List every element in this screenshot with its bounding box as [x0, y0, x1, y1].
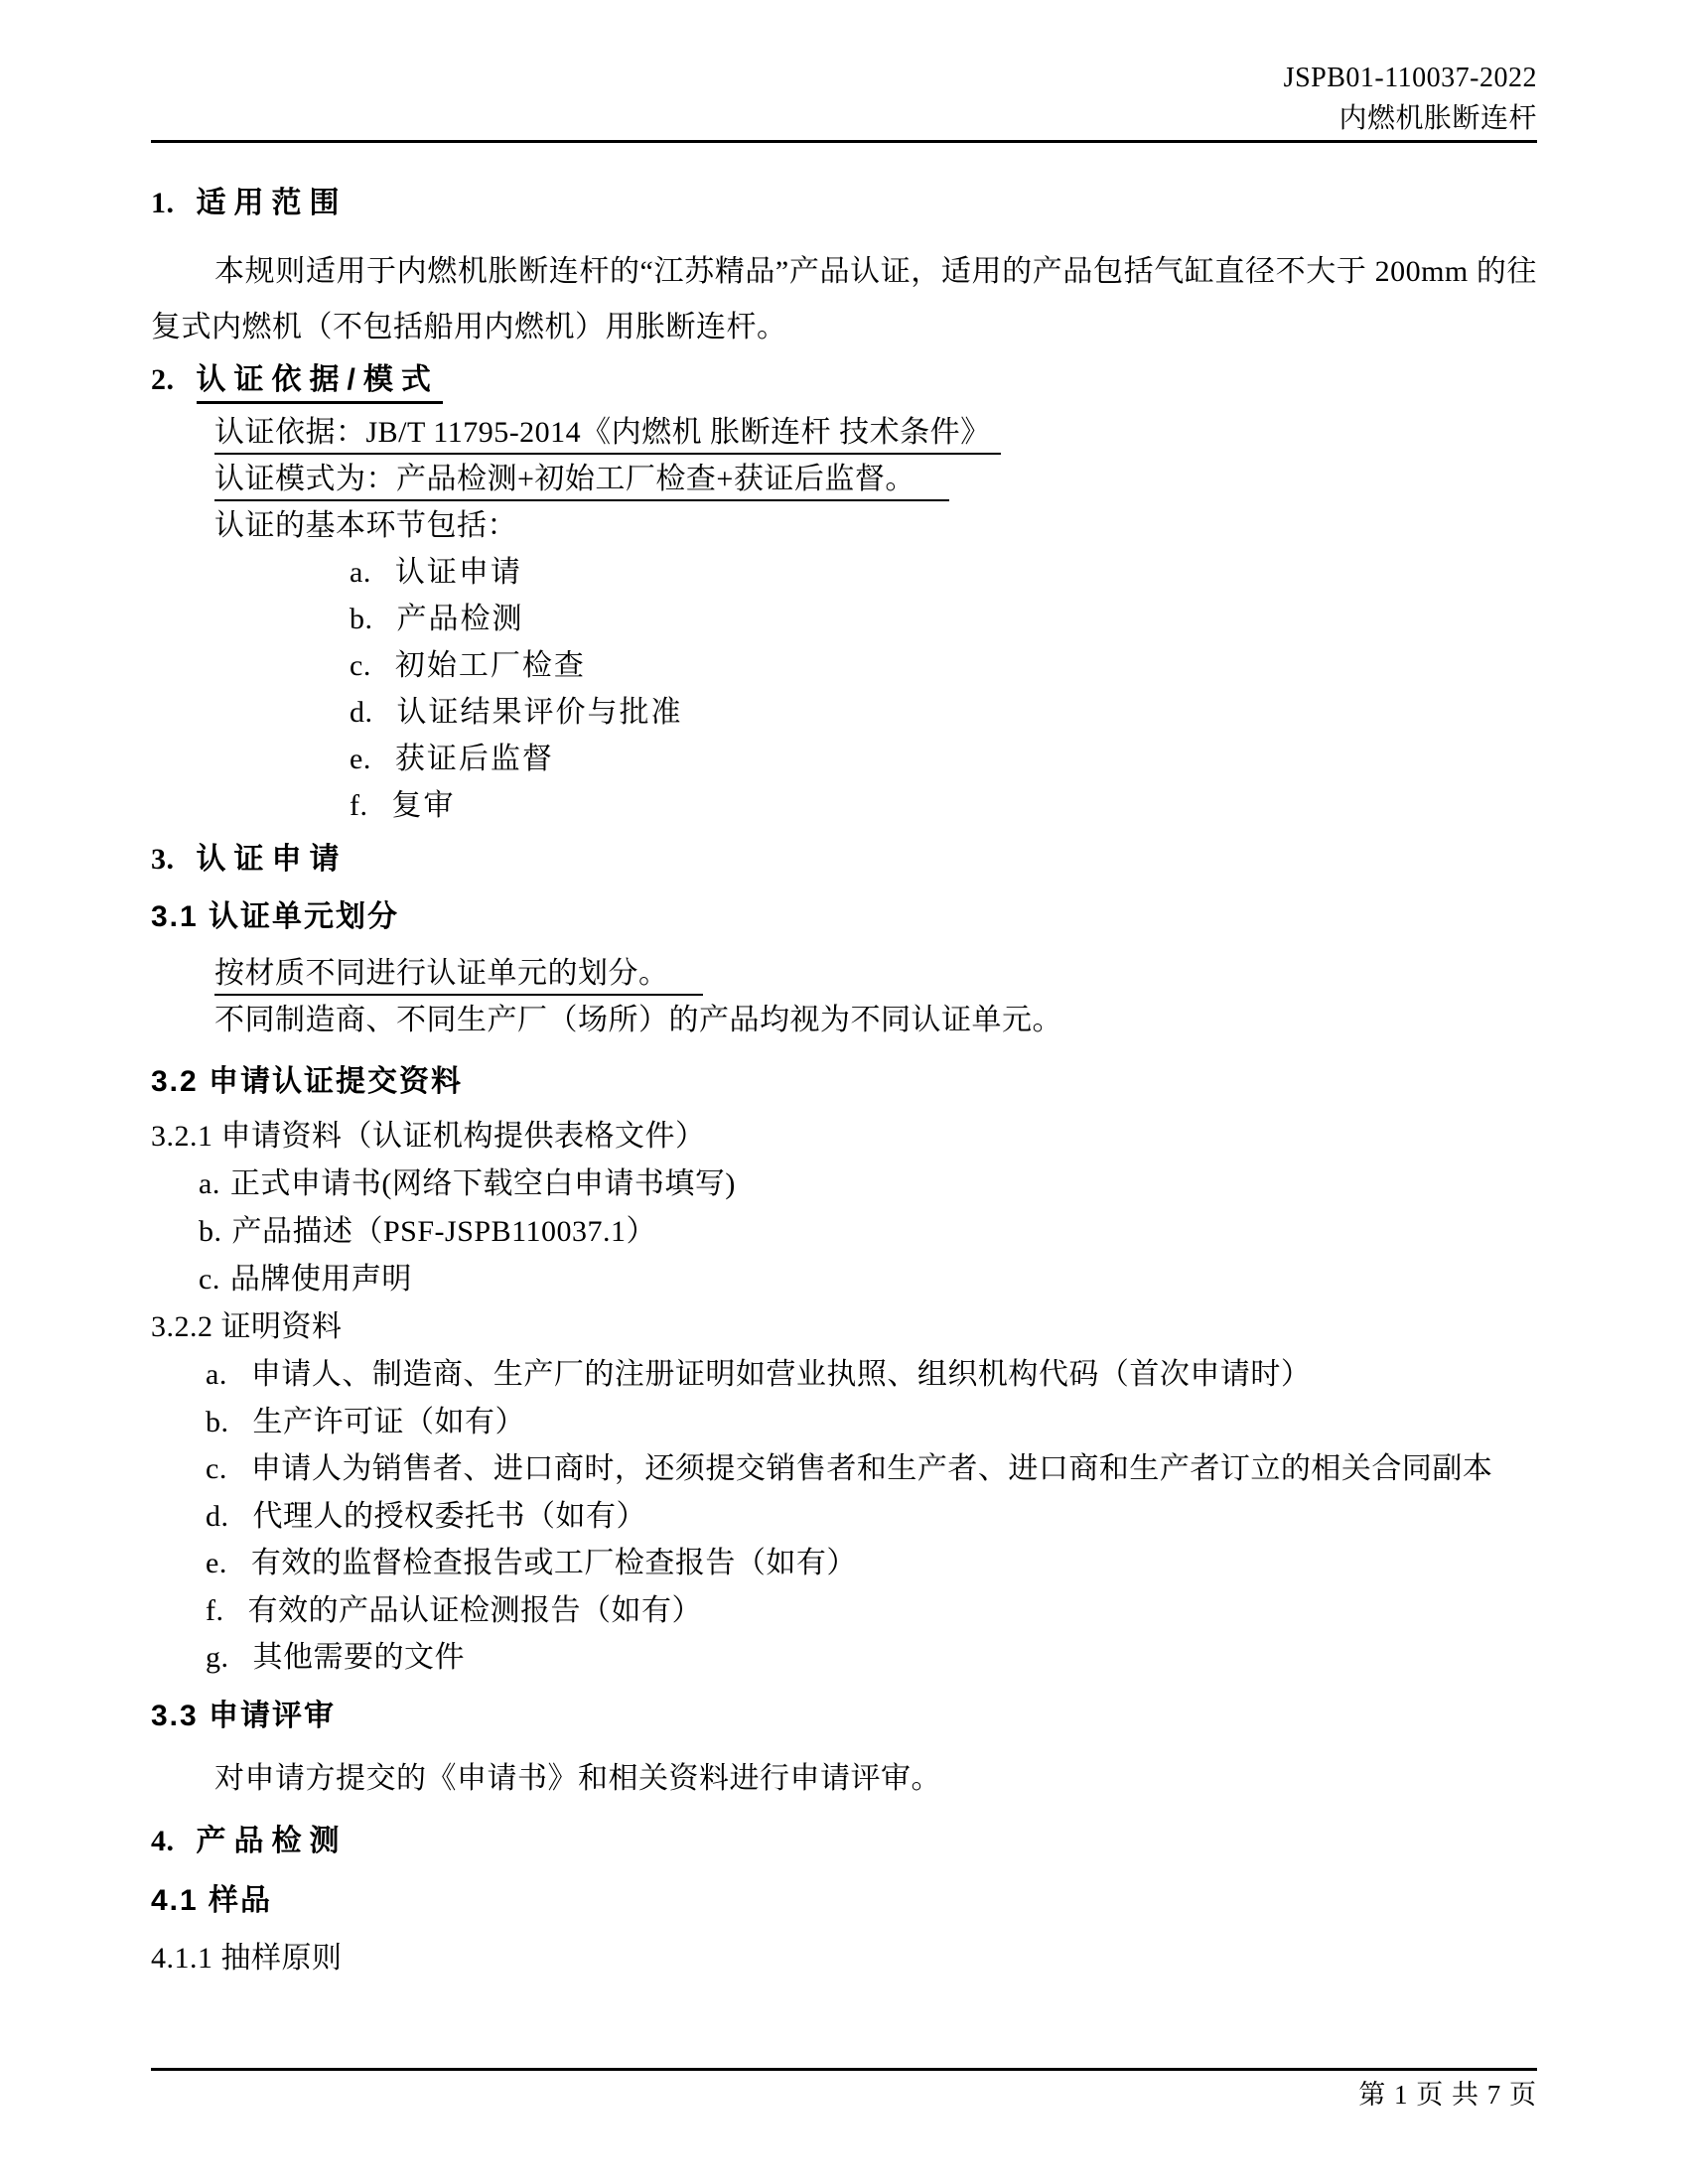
step-text: 复审	[391, 789, 456, 822]
section-1-number: 1.	[151, 187, 175, 219]
footer-rule	[151, 2068, 1537, 2071]
section-3-title: 认证申请	[196, 843, 348, 876]
step-text: 认证申请	[394, 556, 522, 589]
material-item	[199, 1160, 1537, 1208]
section-2-heading	[151, 359, 1537, 401]
certification-mode-text: 认证模式为：产品检测+初始工厂检查+获证后监督。	[214, 463, 949, 501]
step-label: f.	[350, 789, 368, 822]
section-3-2-2-heading: 3.2.2 证明资料	[151, 1310, 343, 1343]
proof-label: c.	[206, 1452, 227, 1485]
application-materials-list	[199, 1160, 1537, 1303]
step-label: b.	[350, 603, 373, 635]
step-item	[350, 689, 1537, 736]
certification-basis-text: 认证依据：JB/T 11795-2014《内燃机 胀断连杆 技术条件》	[214, 416, 1001, 455]
proof-materials-list	[206, 1351, 1537, 1682]
material-text: 品牌使用声明	[229, 1263, 412, 1296]
proof-item	[206, 1493, 1537, 1541]
section-4-1-1-heading: 4.1.1 抽样原则	[151, 1941, 343, 1975]
section-4-1-heading: 4.1 样品	[151, 1883, 273, 1917]
unit-division-rule-text: 按材质不同进行认证单元的划分。	[214, 957, 703, 996]
doc-header	[151, 58, 1537, 139]
section-3-2-heading: 3.2 申请认证提交资料	[151, 1065, 464, 1098]
proof-text: 有效的产品认证检测报告（如有）	[247, 1593, 702, 1627]
proof-label: b.	[206, 1405, 229, 1438]
section-3-1-heading: 3.1 认证单元划分	[151, 900, 400, 933]
proof-label: a.	[206, 1358, 227, 1391]
material-item	[199, 1256, 1537, 1303]
proof-label: g.	[206, 1641, 229, 1674]
proof-text: 申请人为销售者、进口商时，还须提交销售者和生产者、进口商和生产者订立的相关合同副本	[250, 1452, 1493, 1485]
application-review-paragraph: 对申请方提交的《申请书》和相关资料进行申请评审。	[214, 1761, 941, 1795]
section-3-number: 3.	[151, 843, 175, 876]
material-label: b.	[199, 1215, 222, 1248]
step-label: c.	[350, 649, 371, 682]
material-item	[199, 1208, 1537, 1256]
steps-intro-line: 认证的基本环节包括：	[214, 509, 517, 542]
step-item	[350, 596, 1537, 642]
unit-division-rule-line	[214, 950, 1537, 997]
certification-basis-line	[214, 409, 1537, 456]
proof-item	[206, 1445, 1537, 1493]
proof-text: 有效的监督检查报告或工厂检查报告（如有）	[250, 1547, 857, 1579]
header-rule	[151, 140, 1537, 143]
doc-footer	[151, 2068, 1537, 2114]
proof-label: f.	[206, 1593, 224, 1627]
proof-text: 代理人的授权委托书（如有）	[252, 1499, 646, 1533]
section-3-3-heading: 3.3 申请评审	[151, 1699, 337, 1732]
proof-label: e.	[206, 1547, 227, 1579]
section-2-title: 认证依据/模式	[197, 363, 443, 404]
step-item	[350, 642, 1537, 689]
proof-item	[206, 1540, 1537, 1587]
step-item	[350, 782, 1537, 829]
certification-steps-list	[350, 549, 1537, 829]
doc-number: JSPB01-110037-2022	[1283, 63, 1537, 93]
step-text: 获证后监督	[394, 743, 554, 775]
section-4-number: 4.	[151, 1824, 175, 1857]
proof-label: d.	[206, 1499, 229, 1533]
step-text: 产品检测	[396, 603, 524, 635]
section-1-heading	[151, 183, 1537, 224]
proof-text: 申请人、制造商、生产厂的注册证明如营业执照、组织机构代码（首次申请时）	[250, 1358, 1312, 1391]
section-3-heading	[151, 839, 1537, 881]
material-text: 产品描述（PSF-JSPB110037.1）	[231, 1215, 656, 1248]
proof-item	[206, 1634, 1537, 1682]
unit-division-note-line: 不同制造商、不同生产厂（场所）的产品均视为不同认证单元。	[214, 1004, 1062, 1036]
step-label: d.	[350, 696, 373, 729]
material-label: c.	[199, 1263, 220, 1296]
page-number: 第 1 页 共 7 页	[1358, 2080, 1537, 2110]
section-4-title: 产品检测	[196, 1824, 348, 1857]
proof-item	[206, 1351, 1537, 1399]
step-text: 认证结果评价与批准	[396, 696, 683, 729]
step-label: e.	[350, 743, 371, 775]
proof-item	[206, 1587, 1537, 1635]
section-2-number: 2.	[151, 363, 175, 396]
step-text: 初始工厂检查	[394, 649, 586, 682]
proof-text: 其他需要的文件	[252, 1641, 465, 1674]
section-4-heading	[151, 1821, 1537, 1862]
step-item	[350, 736, 1537, 782]
section-3-2-1-heading: 3.2.1 申请资料（认证机构提供表格文件）	[151, 1120, 706, 1153]
scope-paragraph: 本规则适用于内燃机胀断连杆的“江苏精品”产品认证，适用的产品包括气缸直径不大于 200mm 的往复式内燃机（不包括船用内燃机）用胀断连杆。	[151, 255, 1537, 343]
doc-subject: 内燃机胀断连杆	[1338, 103, 1537, 134]
material-text: 正式申请书(网络下载空白申请书填写)	[229, 1167, 736, 1200]
step-item	[350, 549, 1537, 596]
material-label: a.	[199, 1167, 220, 1200]
proof-item	[206, 1399, 1537, 1446]
step-label: a.	[350, 556, 371, 589]
proof-text: 生产许可证（如有）	[252, 1405, 525, 1438]
section-1-title: 适用范围	[196, 187, 348, 219]
certification-mode-line	[214, 456, 1537, 502]
